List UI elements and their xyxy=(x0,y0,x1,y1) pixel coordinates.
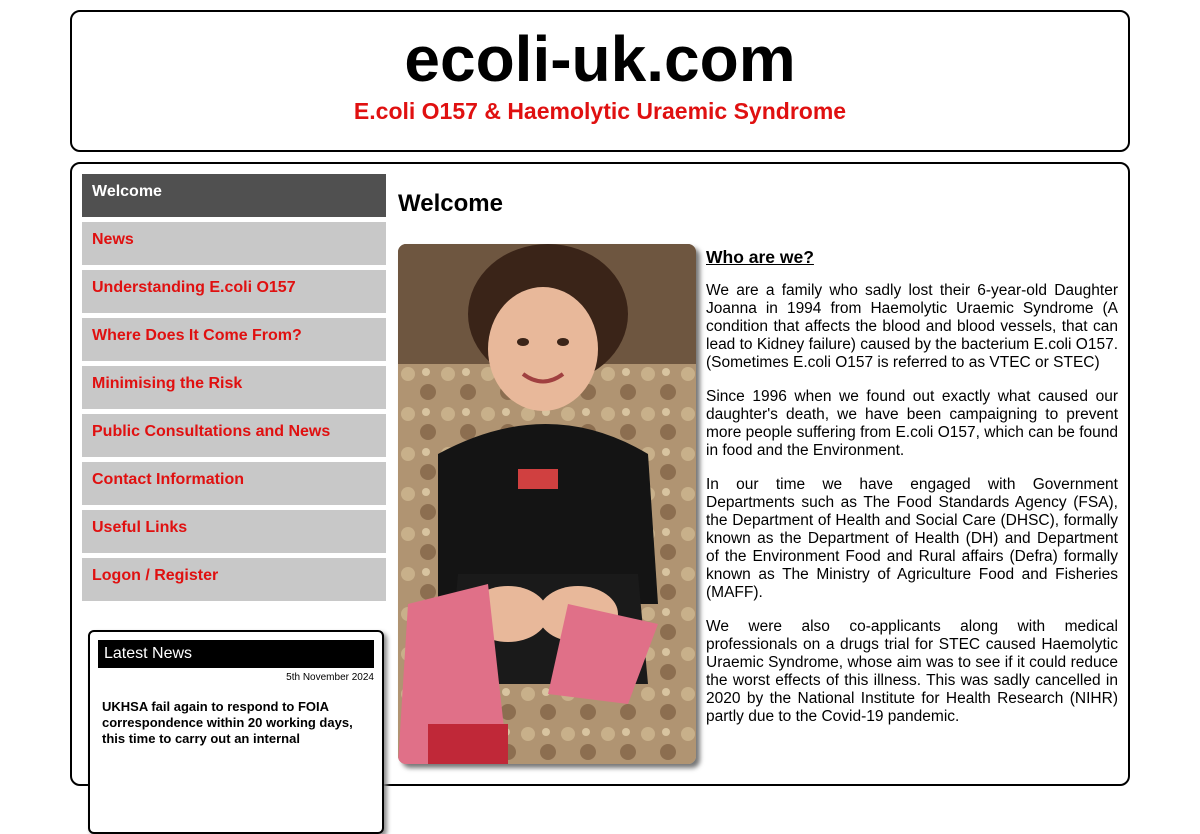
nav-item-minimising-risk[interactable]: Minimising the Risk xyxy=(82,366,386,409)
paragraph: In our time we have engaged with Government Departments such as The Food Standards Agency (FSA), the Department of Health and Social Care (DHSC), formally known as the Department of Health (DH) and Department of the Environment Food and Rural affairs (Defra) formally known as The Ministry of Agriculture Food and Fisheries (MAFF). xyxy=(706,476,1118,601)
nav-item-logon-register[interactable]: Logon / Register xyxy=(82,558,386,601)
site-title[interactable]: ecoli-uk.com xyxy=(404,23,796,95)
paragraph: We are a family who sadly lost their 6-year-old Daughter Joanna in 1994 from Haemolytic Uraemic Syndrome (A condition that affects the blood and blood vessels, that can lead to Kidney failure) caused by the bacterium E.coli O157. (Sometimes E.coli O157 is referred to as VTEC or STEC) xyxy=(706,282,1118,371)
nav-item-consultations[interactable]: Public Consultations and News xyxy=(82,414,386,457)
section-heading: Who are we? xyxy=(706,247,814,267)
nav-item-useful-links[interactable]: Useful Links xyxy=(82,510,386,553)
nav-item-where-from[interactable]: Where Does It Come From? xyxy=(82,318,386,361)
photo-illustration xyxy=(398,244,696,764)
page-title: Welcome xyxy=(398,190,503,217)
family-photo xyxy=(398,244,696,764)
paragraph: Since 1996 when we found out exactly what caused our daughter's death, we have been campaigning to prevent more people suffering from E.coli O157, which can be found in food and the Environment. xyxy=(706,388,1118,459)
nav-item-news[interactable]: News xyxy=(82,222,386,265)
nav-item-contact[interactable]: Contact Information xyxy=(82,462,386,505)
news-date: 5th November 2024 xyxy=(286,672,374,683)
news-headline-link[interactable]: UKHSA fail again to respond to FOIA correspondence within 20 working days, this time to carry out an internal xyxy=(102,699,353,746)
content-area xyxy=(396,178,1120,725)
nav-item-understanding[interactable]: Understanding E.coli O157 xyxy=(82,270,386,313)
paragraph: We were also co-applicants along with medical professionals on a drugs trial for STEC caused Haemolytic Uraemic Syndrome, whose aim was to see if it could reduce the worst effects of this illness. This was sadly cancelled in 2020 by the National Institute for Health Research (NIHR) partly due to the Covid-19 pandemic. xyxy=(706,618,1118,725)
sidebar-nav xyxy=(82,174,386,606)
who-are-we-section xyxy=(706,248,1118,742)
site-subtitle: E.coli O157 & Haemolytic Uraemic Syndrome xyxy=(353,98,847,124)
latest-news-heading: Latest News xyxy=(98,640,374,668)
nav-item-welcome[interactable]: Welcome xyxy=(82,174,386,217)
site-header xyxy=(70,10,1130,152)
main-panel xyxy=(70,162,1130,786)
latest-news-box xyxy=(88,630,384,834)
